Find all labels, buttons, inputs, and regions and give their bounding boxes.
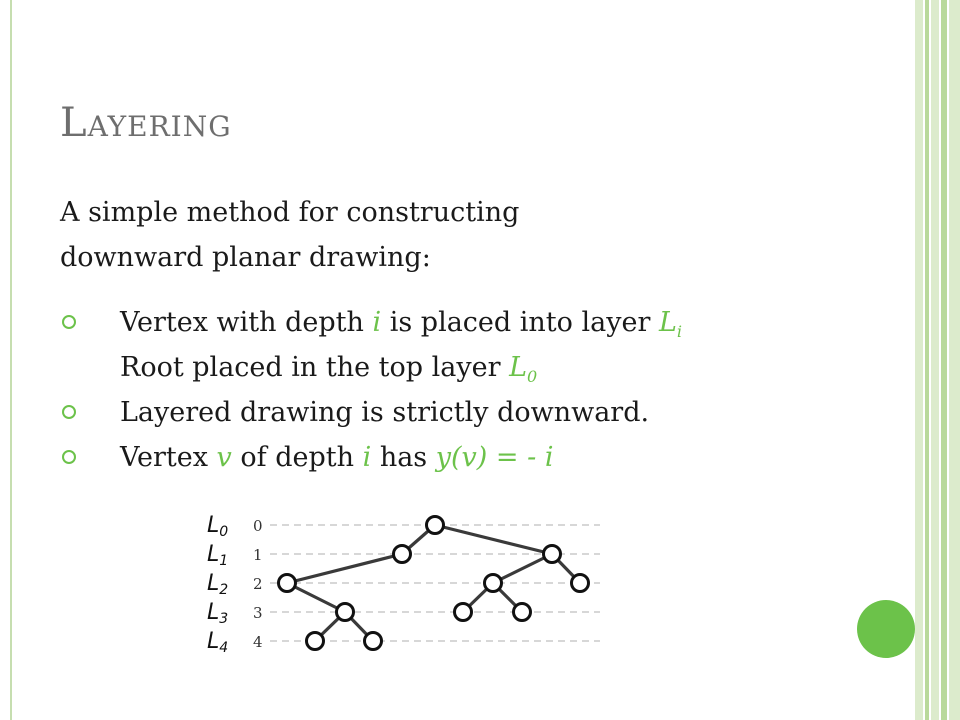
left-frame-line: [10, 0, 12, 720]
tree-vertex: [514, 604, 531, 621]
tree-vertex: [572, 575, 589, 592]
tree-vertex: [485, 575, 502, 592]
bullet-text-part: has: [371, 442, 436, 473]
tree-vertex: [427, 517, 444, 534]
math-variable: i: [372, 307, 382, 338]
decorative-circle: [857, 600, 915, 658]
math-variable: 0: [527, 367, 538, 386]
math-variable: L: [509, 352, 528, 383]
bullet-text: [120, 390, 649, 435]
math-variable: i: [362, 442, 372, 473]
intro-line: A simple method for constructing: [60, 197, 520, 228]
math-variable: y(v) =: [435, 442, 528, 473]
depth-number: 2: [253, 575, 263, 593]
depth-number: 1: [253, 546, 263, 564]
intro-text: [60, 190, 519, 280]
tree-vertex: [365, 633, 382, 650]
bullet-text-part: Vertex: [120, 442, 217, 473]
bullet-text-part: of depth: [231, 442, 363, 473]
layered-tree-diagram: [195, 500, 615, 660]
layer-label: L1: [207, 542, 229, 569]
right-decor-stripe: [949, 0, 960, 720]
bullet-text-part: is placed into layer: [381, 307, 659, 338]
math-variable: v: [216, 442, 232, 473]
tree-vertex: [394, 546, 411, 563]
math-variable: i: [676, 322, 682, 341]
math-variable: i: [544, 442, 554, 473]
tree-edge: [287, 554, 402, 583]
tree-vertex: [279, 575, 296, 592]
bullet-text-part: Layered drawing is strictly downward.: [120, 397, 650, 428]
right-decor-stripe: [925, 0, 929, 720]
layer-label: L0: [207, 513, 229, 540]
layer-label: L4: [207, 629, 229, 656]
tree-vertex: [455, 604, 472, 621]
tree-vertex: [544, 546, 561, 563]
tree-edge: [435, 525, 552, 554]
bullet-circle-icon: [62, 315, 76, 329]
intro-line: downward planar drawing:: [60, 242, 431, 273]
bullet-circle-icon: [62, 450, 76, 464]
bullet-text-part: Root placed in the top layer: [120, 352, 510, 383]
bullet-text: [120, 435, 553, 480]
right-decor-stripe: [931, 0, 939, 720]
layer-label: L2: [207, 571, 229, 598]
layer-label: L3: [207, 600, 229, 627]
depth-number: 4: [253, 633, 263, 651]
tree-vertex: [307, 633, 324, 650]
bullet-text-part: Vertex with depth: [120, 307, 373, 338]
right-decor-stripe: [941, 0, 947, 720]
right-decor-stripe: [915, 0, 923, 720]
slide-title: Layering: [60, 100, 232, 146]
depth-number: 3: [253, 604, 263, 622]
bullet-circle-icon: [62, 405, 76, 419]
depth-number: 0: [253, 517, 263, 535]
math-variable: -: [527, 442, 545, 473]
tree-vertex: [337, 604, 354, 621]
math-variable: L: [658, 307, 677, 338]
